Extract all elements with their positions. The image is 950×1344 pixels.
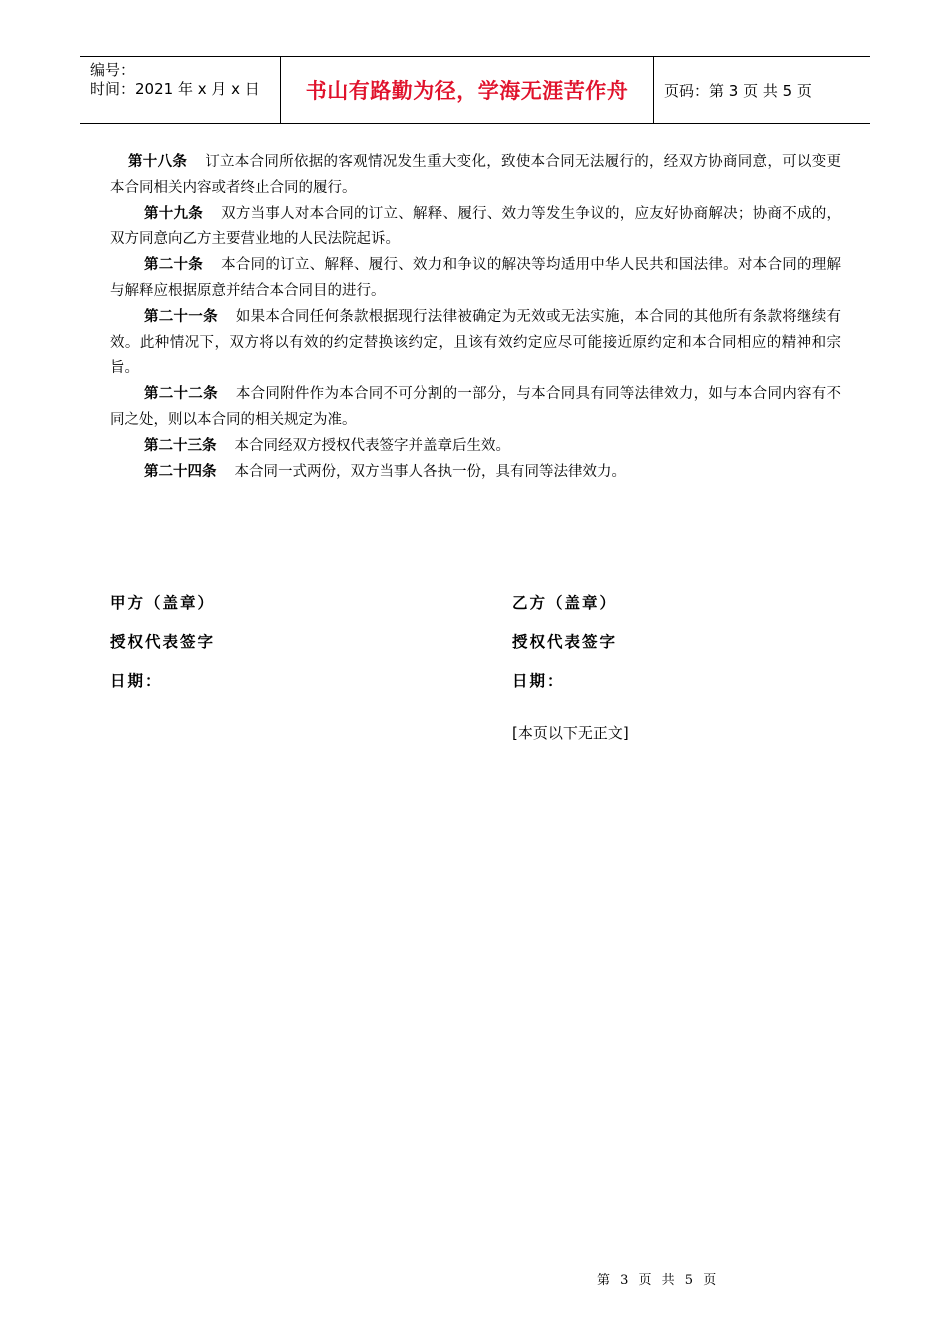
article-title: 第十八条	[128, 154, 188, 170]
article-title: 第二十一条	[144, 308, 218, 325]
document-time-label: 时间：2021 年 x 月 x 日	[90, 80, 260, 98]
article-text: 订立本合同所依据的客观情况发生重大变化，致使本合同无法履行的，经双方协商同意，可以变更本合同相关内容或者终止合同的履行。	[110, 154, 842, 196]
article-title: 第二十二条	[144, 386, 218, 403]
header-page-number: 页码：第 3 页 共 5 页	[664, 81, 812, 100]
article-title: 第二十条	[144, 257, 204, 274]
article-text: 双方当事人对本合同的订立、解释、履行、效力等发生争议的，应友好协商解决；协商不成的，双方同意向乙方主要营业地的人民法院起诉。	[110, 205, 842, 248]
party-a-date-label: 日期：	[110, 672, 163, 690]
article-title: 第十九条	[144, 205, 204, 222]
article-20	[110, 253, 841, 305]
contract-body	[110, 150, 841, 485]
article-text: 如果本合同任何条款根据现行法律被确定为无效或无法实施，本合同的其他所有条款将继续有效。此种情况下，双方将以有效的约定替换该约定，且该有效约定应尽可能接近原约定和本合同相应的精神和宗旨。	[110, 308, 842, 377]
header-motto: 书山有路勤为径，学海无涯苦作舟	[281, 57, 654, 123]
party-a-seal-label: 甲方（盖章）	[110, 594, 216, 612]
article-19	[110, 202, 841, 254]
party-a-representative-label: 授权代表签字	[110, 633, 216, 651]
article-21	[110, 305, 841, 382]
article-18	[110, 150, 841, 202]
document-number-label: 编号：	[90, 61, 136, 79]
article-23	[110, 434, 841, 460]
party-b-representative-label: 授权代表签字	[512, 633, 618, 651]
party-b-seal-label: 乙方（盖章）	[512, 594, 618, 612]
header-meta	[80, 57, 281, 123]
article-22	[110, 382, 841, 434]
article-title: 第二十三条	[144, 437, 217, 454]
no-more-text-note: [本页以下无正文]	[512, 724, 629, 742]
article-text: 本合同附件作为本合同不可分割的一部分，与本合同具有同等法律效力，如与本合同内容有不同之处，则以本合同的相关规定为准。	[110, 386, 842, 428]
page-footer: 第 3 页 共 5 页	[597, 1273, 720, 1288]
page-header	[80, 56, 870, 124]
article-text: 本合同一式两份，双方当事人各执一份，具有同等法律效力。	[234, 463, 626, 480]
party-b-date-label: 日期：	[512, 672, 565, 690]
article-text: 本合同经双方授权代表签字并盖章后生效。	[234, 437, 510, 454]
article-title: 第二十四条	[144, 463, 217, 480]
article-24	[110, 460, 841, 486]
article-text: 本合同的订立、解释、履行、效力和争议的解决等均适用中华人民共和国法律。对本合同的理解与解释应根据原意并结合本合同目的进行。	[110, 257, 842, 299]
